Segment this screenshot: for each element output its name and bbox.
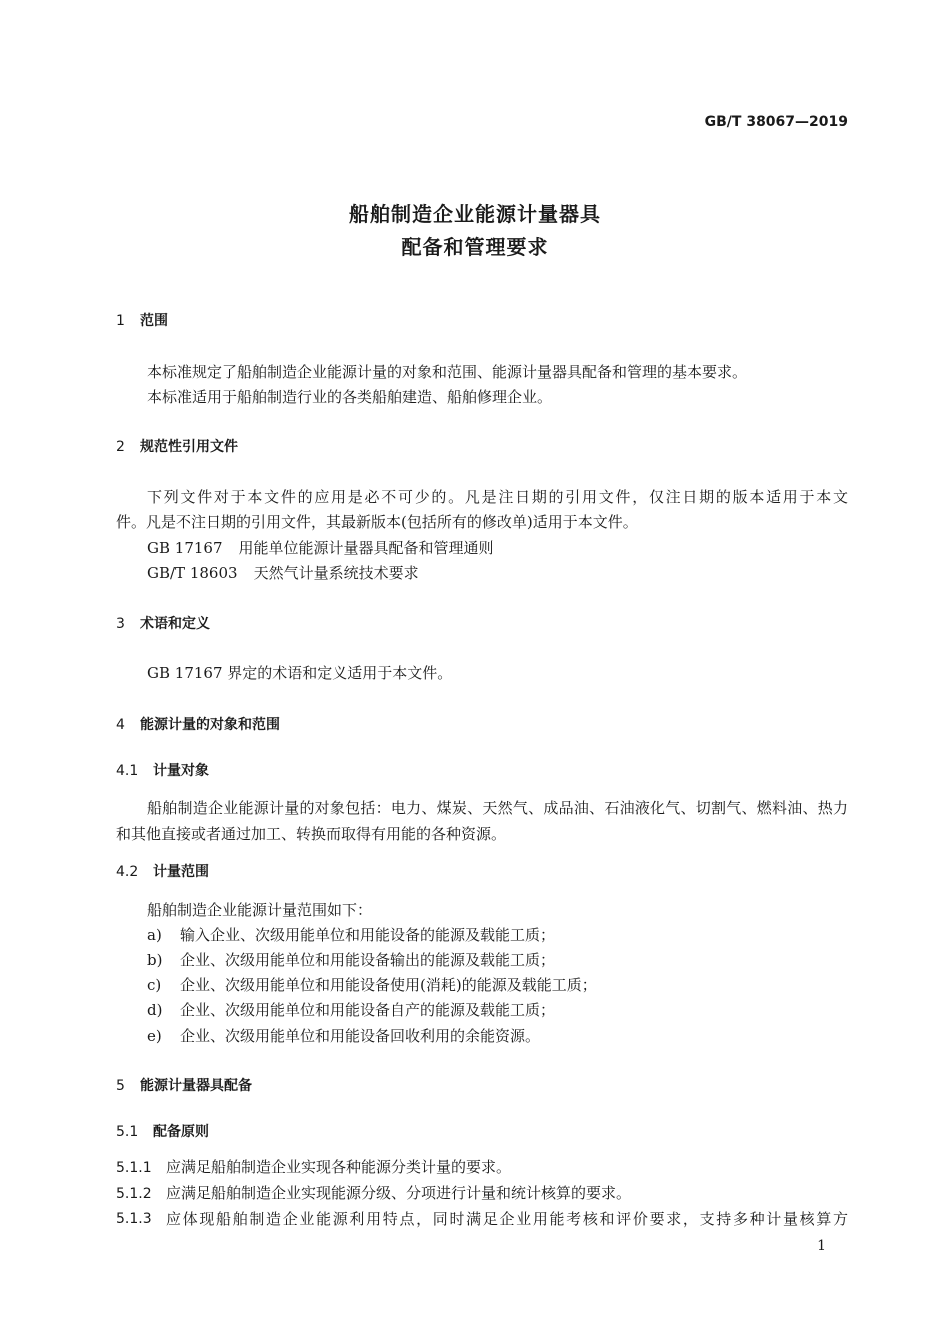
reference-title: 用能单位能源计量器具配备和管理通则: [238, 539, 494, 557]
paragraph-line: 和其他直接或者通过加工、转换而取得有用能的各种资源。: [116, 825, 507, 843]
document-title-line1: 船舶制造企业能源计量器具: [349, 202, 601, 226]
section-title: 能源计量的对象和范围: [140, 717, 280, 733]
list-marker: c): [147, 976, 162, 994]
section-2-heading: [116, 437, 238, 457]
section-title: 计量范围: [153, 864, 209, 880]
section-title: 规范性引用文件: [140, 439, 238, 455]
section-number: 4: [116, 717, 125, 733]
page-number: 1: [817, 1238, 826, 1254]
list-text: 企业、次级用能单位和用能设备自产的能源及载能工质；: [180, 1001, 556, 1019]
normative-reference: [147, 563, 419, 583]
document-title-line2: 配备和管理要求: [401, 235, 549, 259]
subsection-4-2-heading: [116, 862, 209, 882]
reference-title: 天然气计量系统技术要求: [253, 564, 419, 582]
section-5-heading: [116, 1076, 252, 1096]
list-item: [147, 1000, 555, 1020]
section-3-heading: [116, 614, 210, 634]
clause-number: 5.1.3: [116, 1211, 152, 1227]
section-number: 4.2: [116, 864, 139, 880]
paragraph-line: 件。凡是不注日期的引用文件，其最新版本(包括所有的修改单)适用于本文件。: [116, 513, 638, 531]
section-title: 范围: [140, 313, 168, 329]
clause: [116, 1209, 848, 1229]
section-number: 4.1: [116, 763, 139, 779]
section-number: 5.1: [116, 1124, 139, 1140]
paragraph-line: 船舶制造企业能源计量的对象包括：电力、煤炭、天然气、成品油、石油液化气、切割气、燃料油、热力: [147, 799, 848, 817]
section-1-heading: [116, 311, 168, 331]
list-text: 企业、次级用能单位和用能设备回收利用的余能资源。: [180, 1027, 541, 1045]
list-marker: d): [147, 1001, 163, 1019]
subsection-5-1-heading: [116, 1122, 209, 1142]
paragraph-line: 下列文件对于本文件的应用是必不可少的。凡是注日期的引用文件，仅注日期的版本适用于本文: [147, 488, 848, 506]
clause: [116, 1183, 631, 1204]
clause-text: 应满足船舶制造企业实现各种能源分类计量的要求。: [166, 1158, 512, 1176]
list-item: [147, 1026, 540, 1046]
list-item: [147, 925, 555, 945]
list-text: 输入企业、次级用能单位和用能设备的能源及载能工质；: [180, 926, 556, 944]
paragraph: GB 17167 界定的术语和定义适用于本文件。: [147, 664, 453, 682]
paragraph: 船舶制造企业能源计量范围如下：: [147, 901, 373, 919]
section-number: 3: [116, 616, 125, 632]
section-number: 2: [116, 439, 125, 455]
list-item: [147, 975, 597, 995]
clause: [116, 1157, 511, 1178]
clause-text: 应满足船舶制造企业实现能源分级、分项进行计量和统计核算的要求。: [166, 1184, 632, 1202]
list-marker: e): [147, 1027, 162, 1045]
list-marker: b): [147, 951, 163, 969]
paragraph: 本标准适用于船舶制造行业的各类船舶建造、船舶修理企业。: [147, 388, 553, 406]
section-number: 5: [116, 1078, 125, 1094]
standard-number: GB/T 38067—2019: [704, 114, 848, 130]
normative-reference: [147, 538, 494, 558]
reference-code: GB 17167: [147, 539, 223, 557]
clause-number: 5.1.2: [116, 1186, 152, 1202]
section-title: 配备原则: [153, 1124, 209, 1140]
clause-text: 应体现船舶制造企业能源利用特点，同时满足企业用能考核和评价要求，支持多种计量核算方: [166, 1210, 848, 1228]
list-item: [147, 950, 555, 970]
list-text: 企业、次级用能单位和用能设备输出的能源及载能工质；: [180, 951, 556, 969]
reference-code: GB/T 18603: [147, 564, 238, 582]
paragraph: 本标准规定了船舶制造企业能源计量的对象和范围、能源计量器具配备和管理的基本要求。: [147, 363, 748, 381]
list-text: 企业、次级用能单位和用能设备使用(消耗)的能源及载能工质；: [180, 976, 597, 994]
section-title: 计量对象: [153, 763, 209, 779]
section-title: 术语和定义: [140, 616, 210, 632]
subsection-4-1-heading: [116, 761, 209, 781]
section-title: 能源计量器具配备: [140, 1078, 252, 1094]
list-marker: a): [147, 926, 162, 944]
section-4-heading: [116, 715, 280, 735]
section-number: 1: [116, 313, 125, 329]
clause-number: 5.1.1: [116, 1160, 152, 1176]
